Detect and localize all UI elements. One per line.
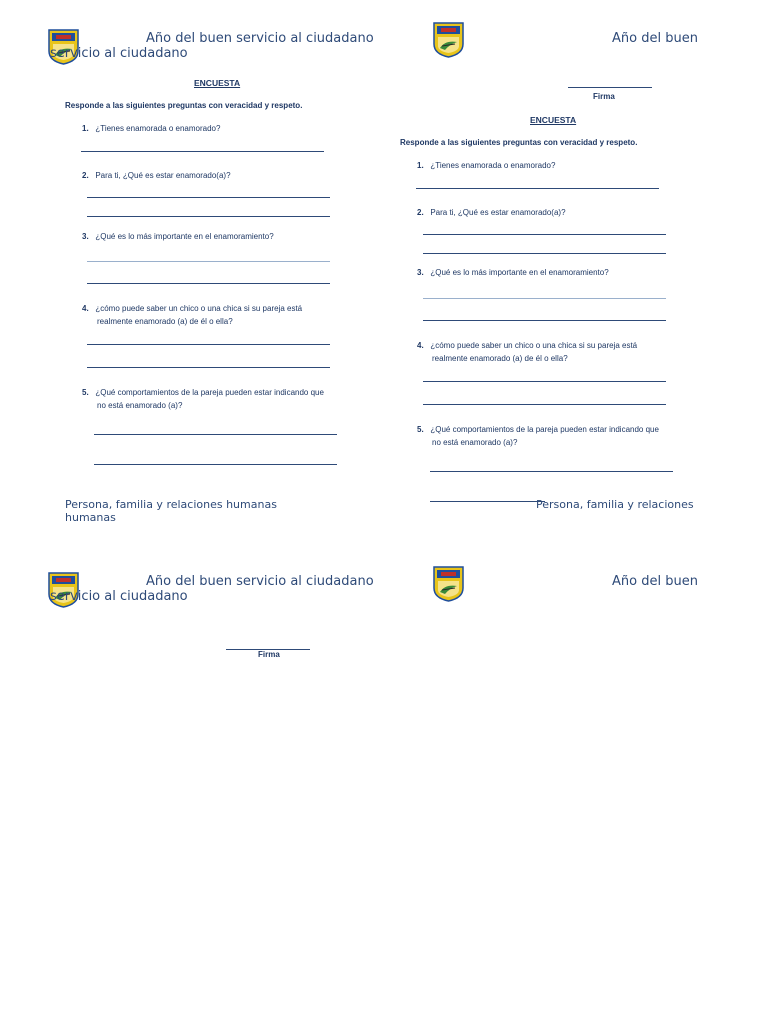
answer-line[interactable] bbox=[87, 344, 330, 345]
survey-instruction: Responde a las siguientes preguntas con veracidad y respeto. bbox=[65, 101, 303, 110]
question-2: 2. Para ti, ¿Qué es estar enamorado(a)? bbox=[82, 171, 231, 180]
answer-line[interactable] bbox=[87, 197, 330, 198]
question-5: 5. ¿Qué comportamientos de la pareja pueden estar indicando que no está enamorado (a)? bbox=[417, 425, 659, 447]
answer-line[interactable] bbox=[423, 320, 666, 321]
answer-line[interactable] bbox=[94, 434, 337, 435]
question-1: 1. ¿Tienes enamorada o enamorado? bbox=[417, 161, 556, 170]
header-motto-short: Año del buen bbox=[612, 574, 698, 589]
header-motto-short: Año del buen bbox=[612, 31, 698, 46]
school-crest-logo bbox=[433, 566, 464, 602]
answer-line[interactable] bbox=[94, 464, 337, 465]
course-footer: Persona, familia y relaciones bbox=[536, 498, 694, 511]
survey-title: ENCUESTA bbox=[194, 78, 241, 88]
course-footer: Persona, familia y relaciones humanas humanas bbox=[65, 498, 277, 524]
answer-line[interactable] bbox=[423, 381, 666, 382]
signature-label: Firma bbox=[258, 650, 280, 659]
answer-line[interactable] bbox=[423, 298, 666, 299]
question-5: 5. ¿Qué comportamientos de la pareja pueden estar indicando que no está enamorado (a)? bbox=[82, 388, 324, 410]
question-1: 1. ¿Tienes enamorada o enamorado? bbox=[82, 124, 221, 133]
answer-line[interactable] bbox=[87, 283, 330, 284]
signature-line[interactable] bbox=[568, 87, 652, 88]
school-crest-logo bbox=[433, 22, 464, 58]
survey-title: ENCUESTA bbox=[530, 115, 577, 125]
answer-line[interactable] bbox=[81, 151, 324, 152]
header-motto-wrap: servicio al ciudadano bbox=[50, 589, 188, 604]
answer-line[interactable] bbox=[87, 261, 330, 262]
answer-line[interactable] bbox=[423, 234, 666, 235]
answer-line[interactable] bbox=[87, 216, 330, 217]
answer-line[interactable] bbox=[423, 404, 666, 405]
survey-instruction: Responde a las siguientes preguntas con veracidad y respeto. bbox=[400, 138, 638, 147]
question-4: 4. ¿cómo puede saber un chico o una chica si su pareja está realmente enamorado (a) de él o ella? bbox=[417, 341, 638, 363]
answer-line[interactable] bbox=[423, 253, 666, 254]
header-motto: Año del buen servicio al ciudadano bbox=[146, 574, 374, 589]
question-2: 2. Para ti, ¿Qué es estar enamorado(a)? bbox=[417, 208, 566, 217]
answer-line[interactable] bbox=[416, 188, 659, 189]
answer-line[interactable] bbox=[430, 471, 673, 472]
question-4: 4. ¿cómo puede saber un chico o una chica si su pareja está realmente enamorado (a) de él o ella? bbox=[82, 304, 303, 326]
header-motto-wrap: servicio al ciudadano bbox=[50, 46, 188, 61]
question-3: 3. ¿Qué es lo más importante en el enamoramiento? bbox=[82, 232, 274, 241]
header-motto: Año del buen servicio al ciudadano bbox=[146, 31, 374, 46]
signature-label: Firma bbox=[593, 92, 615, 101]
question-3: 3. ¿Qué es lo más importante en el enamoramiento? bbox=[417, 268, 609, 277]
answer-line[interactable] bbox=[87, 367, 330, 368]
answer-line[interactable] bbox=[430, 501, 545, 502]
